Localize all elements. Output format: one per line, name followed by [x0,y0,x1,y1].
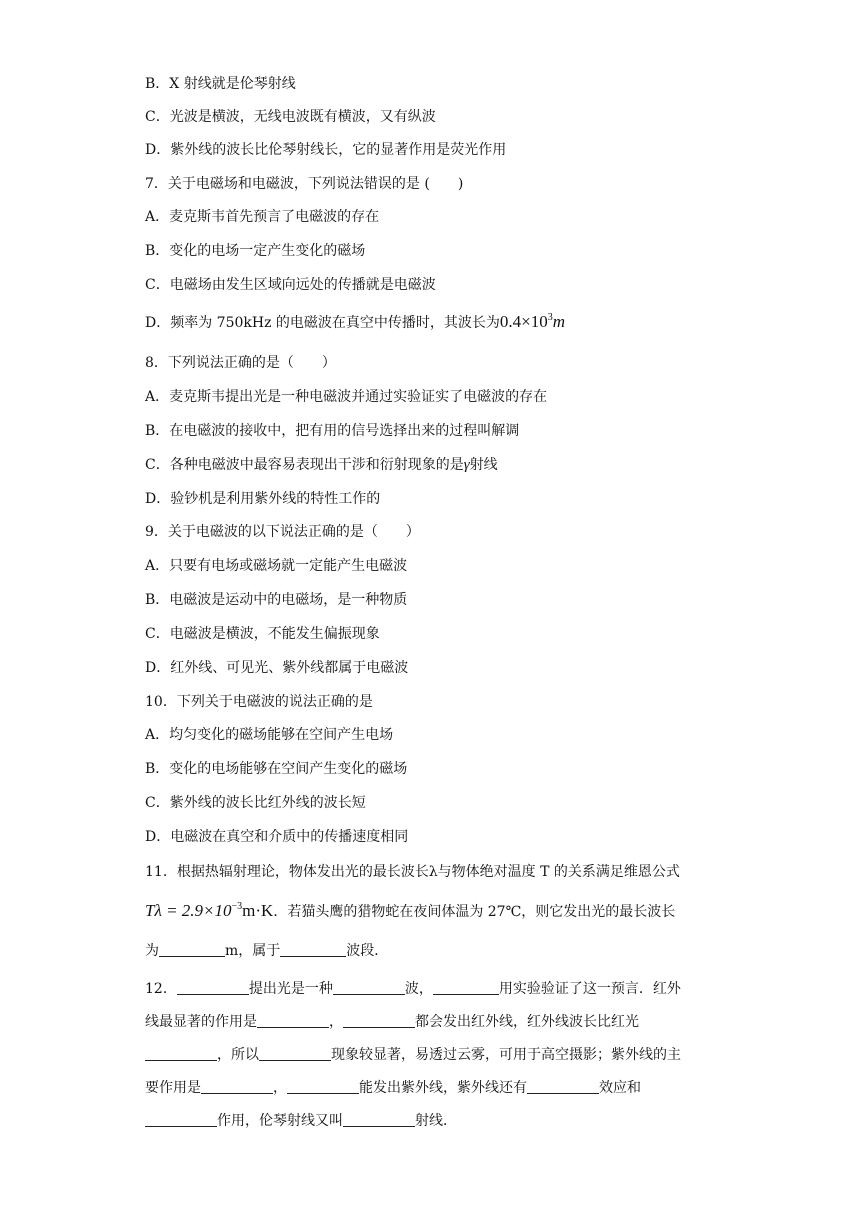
option-9d: D．红外线、可见光、紫外线都属于电磁波 [145,660,409,676]
question-12-line-4 [145,1078,641,1098]
q11-text-b: m，属于 [225,943,281,959]
q12-l3-text-a: ，所以 [217,1047,259,1063]
option-7d-text: D．频率为 750kHz 的电磁波在真空中传播时，其波长为 [145,315,500,331]
q12-l4-text-b: ， [273,1080,287,1096]
answer-blank-7[interactable] [259,1046,331,1061]
question-11-line-1: 11．根据热辐射理论，物体发出光的最长波长λ与物体绝对温度 T 的关系满足维恩公式 [145,864,680,880]
option-8c-text: C．各种电磁波中最容易表现出干涉和衍射现象的是 [145,457,464,473]
option-10c: C．紫外线的波长比红外线的波长短 [145,795,366,811]
gamma-symbol: γ [463,457,470,473]
option-9a: A．只要有电场或磁场就一定能产生电磁波 [145,558,408,574]
q11-text-c: 波段． [346,943,389,959]
question-12-line-1 [145,979,681,999]
answer-blank-10[interactable] [527,1079,599,1094]
option-10b: B．变化的电场能够在空间产生变化的磁场 [145,761,408,777]
q12-l4-text-a: 要作用是 [145,1080,201,1096]
answer-blank-11[interactable] [145,1112,217,1127]
question-11-line-2-text: ．若猫头鹰的猎物蛇在夜间体温为 27℃，则它发出光的最长波长 [273,904,676,920]
question-10-stem: 10．下列关于电磁波的说法正确的是 [145,694,373,710]
q12-l2-text-a: 线最显著的作用是 [145,1014,257,1030]
option-9c: C．电磁波是横波，不能发生偏振现象 [145,626,380,642]
formula-unit: m [552,312,566,331]
answer-blank-3[interactable] [433,980,499,995]
option-7d [145,312,565,333]
answer-blank-1[interactable] [177,980,249,995]
option-7d-formula [500,312,565,331]
answer-blank-2[interactable] [333,980,405,995]
q12-l3-text-b: 现象较显著，易透过云雾，可用于高空摄影；紫外线的主 [331,1047,681,1063]
q12-l5-text-a: 作用，伦琴射线又叫 [217,1113,343,1129]
q12-l5-text-b: 射线． [415,1113,457,1129]
wien-formula-unit: m·K [242,901,274,920]
q12-text-b: 提出光是一种 [248,981,333,997]
question-8-stem: 8．下列说法正确的是（ ） [145,355,336,371]
answer-blank-band[interactable] [280,942,346,957]
answer-blank-12[interactable] [343,1112,415,1127]
q12-l4-text-d: 效应和 [599,1080,641,1096]
question-9-stem: 9．关于电磁波的以下说法正确的是（ ） [145,524,420,540]
question-11-line-2 [145,901,675,922]
answer-blank-6[interactable] [145,1046,217,1061]
option-7c: C．电磁场由发生区域向远处的传播就是电磁波 [145,277,436,293]
option-8a: A．麦克斯韦提出光是一种电磁波并通过实验证实了电磁波的存在 [145,389,548,405]
q12-l2-text-b: ， [329,1014,343,1030]
q12-l2-text-c: 都会发出红外线，红外线波长比红光 [415,1014,639,1030]
option-8c [145,455,498,475]
question-12-line-3 [145,1045,681,1065]
option-8b: B．在电磁波的接收中，把有用的信号选择出来的过程叫解调 [145,423,520,439]
option-8c-suffix: 射线 [469,457,498,473]
formula-base: 0.4×10 [499,312,548,331]
option-6c: C．光波是横波，无线电波既有横波，又有纵波 [145,109,436,125]
formula-exponent: 3 [547,312,553,323]
option-9b: B．电磁波是运动中的电磁场，是一种物质 [145,592,408,608]
question-7-stem: 7．关于电磁场和电磁波，下列说法错误的是 ( ) [145,176,464,192]
answer-blank-wavelength[interactable] [159,942,225,957]
option-6d: D．紫外线的波长比伦琴射线长，它的显著作用是荧光作用 [145,142,507,158]
q12-number: 12． [145,981,177,997]
option-6b: B．X 射线就是伦琴射线 [145,76,296,92]
answer-blank-8[interactable] [201,1079,273,1094]
q12-text-c: 波， [404,981,433,997]
question-12-line-2 [145,1012,639,1032]
question-11-line-3 [145,941,388,961]
answer-blank-9[interactable] [287,1079,359,1094]
q12-l4-text-c: 能发出紫外线，紫外线还有 [359,1080,527,1096]
q11-text-a: 为 [145,943,159,959]
option-7b: B．变化的电场一定产生变化的磁场 [145,243,366,259]
option-7a: A．麦克斯韦首先预言了电磁波的存在 [145,209,380,225]
question-12-line-5 [145,1111,457,1131]
answer-blank-4[interactable] [257,1013,329,1028]
wien-formula-exponent: −3 [231,901,243,912]
option-10a: A．均匀变化的磁场能够在空间产生电场 [145,727,394,743]
option-10d: D．电磁波在真空和介质中的传播速度相同 [145,829,409,845]
q12-text-d: 用实验验证了这一预言．红外 [498,981,681,997]
wien-formula-lhs: Tλ = 2.9×10 [145,901,232,920]
answer-blank-5[interactable] [343,1013,415,1028]
wien-formula [145,901,273,920]
option-8d: D．验钞机是利用紫外线的特性工作的 [145,491,381,507]
